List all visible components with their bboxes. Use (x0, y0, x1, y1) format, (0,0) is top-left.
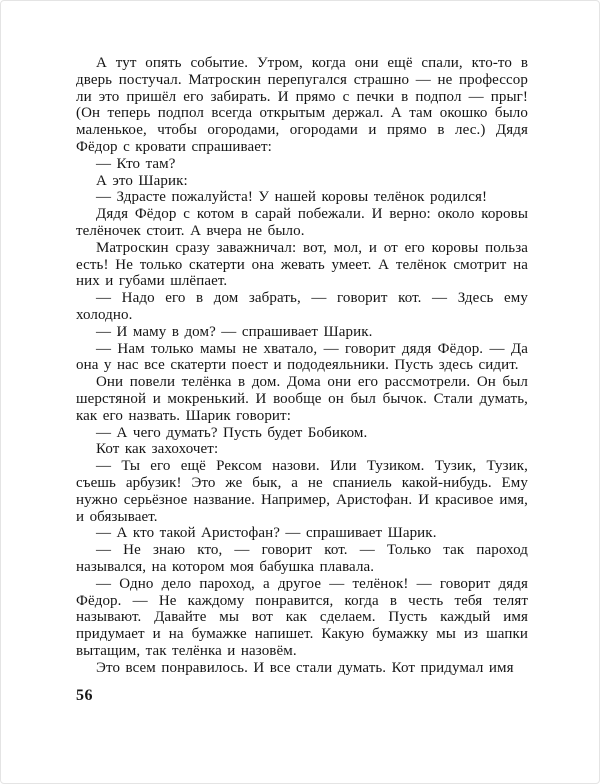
paragraph: А это Шарик: (96, 172, 188, 189)
paragraph: — И маму в дом? — спрашивает Шарик. (96, 323, 373, 340)
paragraph: А тут опять событие. Утром, когда они ещё спали, кто-то в дверь постучал. Матроскин перепугался страшно — не профессор ли это пришёл его забирать. И прямо с печки в подпол — прыг! (Он теперь подпол всегда открытым держал. А там окошко было маленькое, чтобы огородами, огородами и прямо в лес.) Дядя Фёдор с кровати спрашивает: (76, 55, 528, 155)
paragraph: — Одно дело пароход, а другое — телёнок! — говорит дядя Фёдор. — Не каждому понравится, когда в честь тебя телят называют. Давайте мы вот как сделаем. Пусть каждый имя придумает и на бумажке напишет. Какую бумажку мы из шапки вытащим, так телёнка и назовём. (76, 575, 528, 659)
paragraph: — Нам только мамы не хватало, — говорит дядя Фёдор. — Да она у нас все скатерти поест и пододеяльники. Пусть здесь сидит. (76, 340, 528, 374)
paragraph: — А чего думать? Пусть будет Бобиком. (96, 424, 368, 441)
page-text (76, 55, 528, 676)
paragraph: Это всем понравилось. И все стали думать. Кот придумал имя (96, 659, 514, 676)
paragraph: Кот как захохочет: (96, 441, 219, 458)
paragraph: Они повели телёнка в дом. Дома они его рассмотрели. Он был шерстяной и мокренький. И вообще он был бычок. Стали думать, как его назвать. Шарик говорит: (76, 374, 528, 424)
paragraph: — Ты его ещё Рексом назови. Или Тузиком. Тузик, Тузик, съешь арбузик! Это же бык, а не спаниель какой-нибудь. Ему нужно серьёзное название. Например, Аристофан. И красивое имя, и обязывает. (76, 458, 528, 525)
page-number: 56 (76, 687, 93, 705)
paragraph: — Не знаю кто, — говорит кот. — Только так пароход назывался, на котором моя бабушка плавала. (76, 542, 528, 575)
paragraph: Матроскин сразу заважничал: вот, мол, и от его коровы польза есть! Не только скатерти она жевать умеет. А телёнок смотрит на них и губами шлёпает. (76, 239, 528, 290)
paragraph: — Надо его в дом забрать, — говорит кот. — Здесь ему холодно. (76, 290, 528, 323)
paragraph: — Здрасте пожалуйста! У нашей коровы телёнок родился! (96, 189, 488, 206)
paragraph: Дядя Фёдор с котом в сарай побежали. И верно: около коровы телёночек стоит. А вчера не было. (76, 206, 528, 239)
paragraph: — А кто такой Аристофан? — спрашивает Шарик. (96, 525, 437, 542)
paragraph: — Кто там? (96, 155, 176, 172)
